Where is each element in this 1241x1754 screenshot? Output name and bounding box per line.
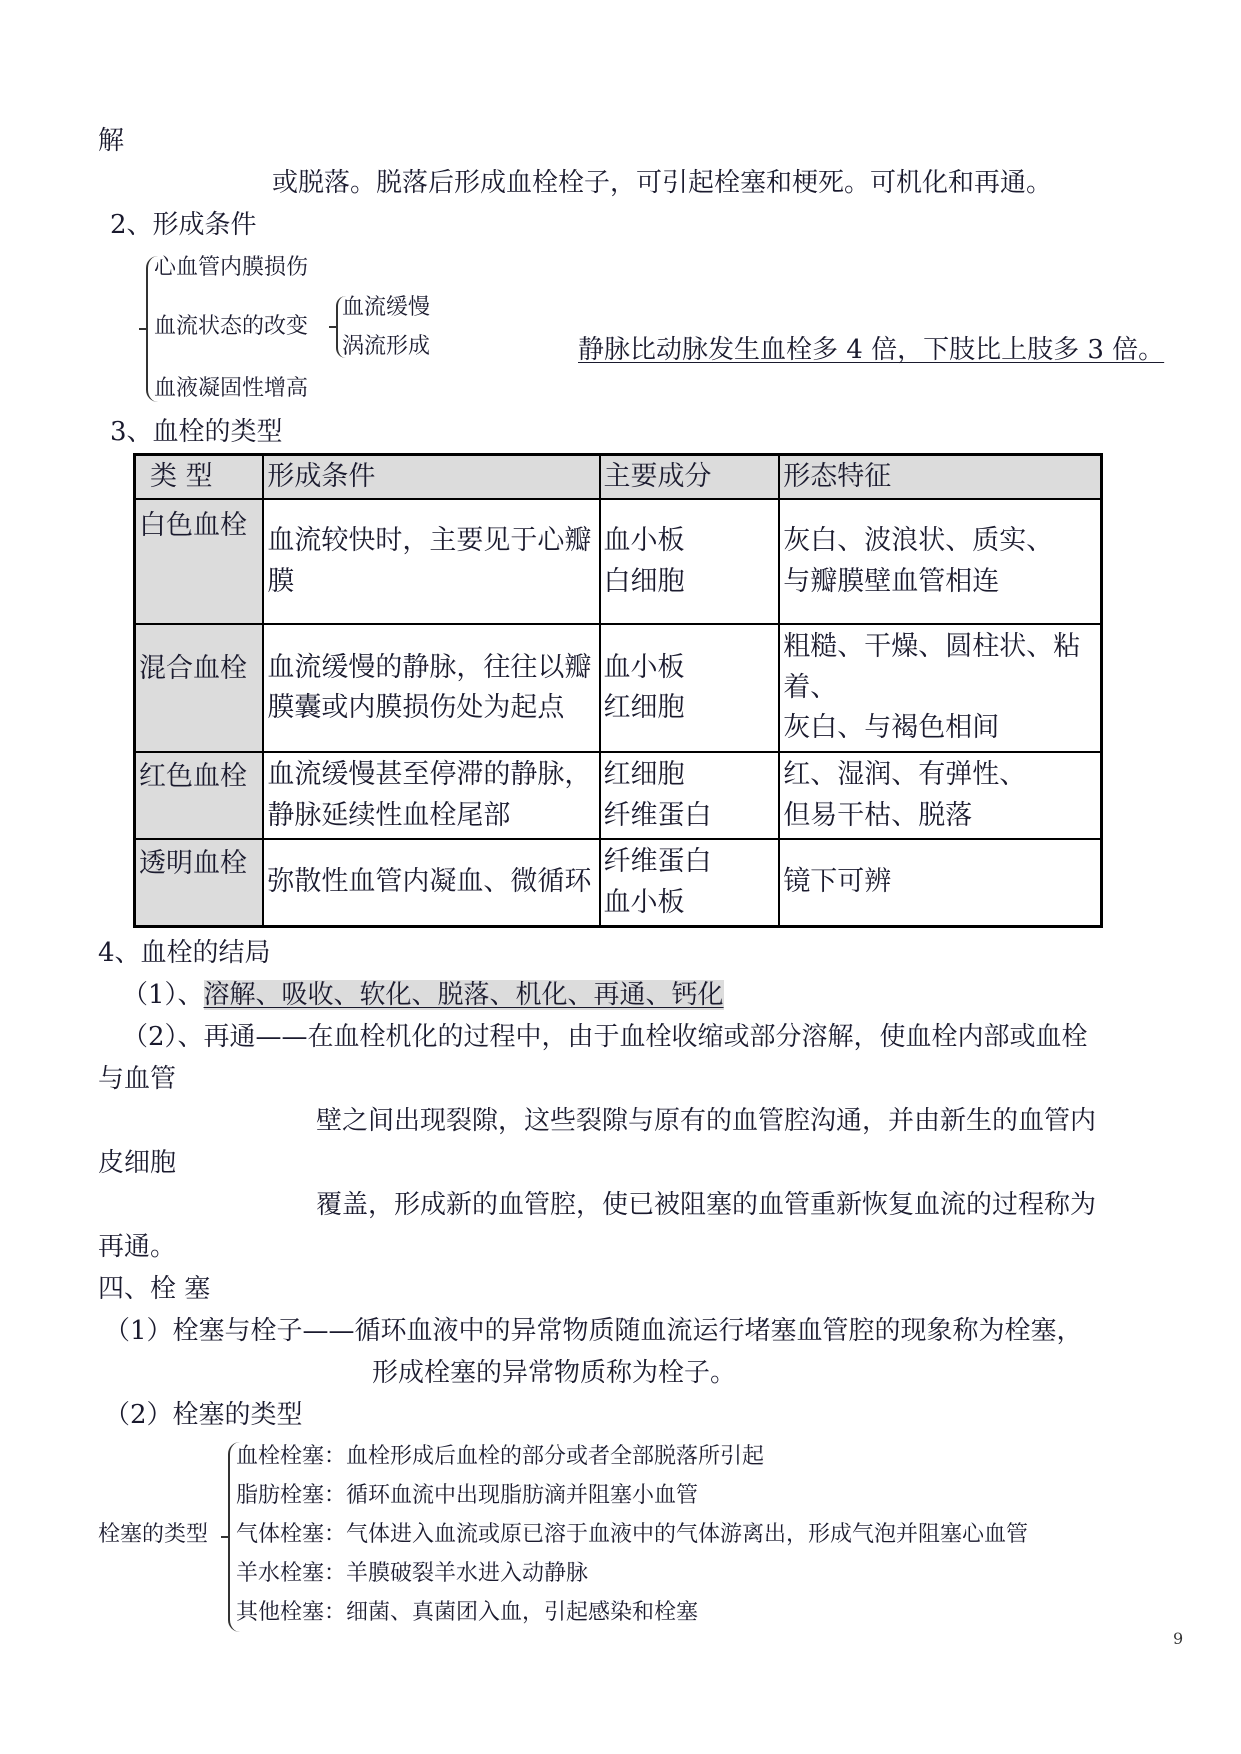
- text-line: 解: [98, 126, 125, 156]
- embolism-type-root: 栓塞的类型: [98, 1522, 209, 1547]
- text-line: （1）栓塞与栓子——循环血液中的异常物质随血流运行堵塞血管腔的现象称为栓塞，: [104, 1316, 1083, 1346]
- page-number: 9: [1173, 1629, 1184, 1648]
- table-cell-morphology: 红、湿润、有弹性、 但易干枯、脱落: [779, 752, 1101, 839]
- section-heading: 4、血栓的结局: [98, 938, 271, 968]
- table-cell-morphology: 镜下可辨: [779, 839, 1101, 927]
- table-header-cell: 形态特征: [779, 455, 1101, 500]
- text-line: （2）、再通——在血栓机化的过程中，由于血栓收缩或部分溶解，使血栓内部或血栓: [122, 1022, 1088, 1052]
- text-line: 壁之间出现裂隙，这些裂隙与原有的血管腔沟通，并由新生的血管内: [316, 1106, 1097, 1136]
- section-heading: 2、形成条件: [110, 210, 257, 240]
- table-header-cell: 主要成分: [600, 455, 780, 500]
- table-cell-component: 血小板 红细胞: [600, 624, 780, 752]
- condition-subitem: 血流缓慢: [342, 295, 431, 320]
- text-line: 形成栓塞的异常物质称为栓子。: [372, 1358, 737, 1388]
- table-cell-condition: 血流较快时，主要见于心瓣膜: [263, 499, 599, 624]
- text-line: （2）栓塞的类型: [104, 1400, 303, 1430]
- thrombus-type-table: [133, 453, 1103, 928]
- note-underlined: 静脉比动脉发生血栓多 4 倍，下肢比上肢多 3 倍。: [578, 335, 1165, 365]
- table-cell-type: 混合血栓: [135, 624, 264, 752]
- table-cell-component: 血小板 白细胞: [600, 499, 780, 624]
- table-cell-type: 红色血栓: [135, 752, 264, 839]
- embolism-type-item: 血栓栓塞：血栓形成后血栓的部分或者全部脱落所引起: [236, 1444, 765, 1469]
- table-row: [135, 752, 1102, 839]
- text-line: 再通。: [98, 1232, 177, 1262]
- table-cell-type: 透明血栓: [135, 839, 264, 927]
- condition-subitem: 涡流形成: [342, 334, 431, 359]
- table-row: [135, 624, 1102, 752]
- outcome-line: [122, 982, 724, 1008]
- table-cell-morphology: 粗糙、干燥、圆柱状、粘着、 灰白、与褐色相间: [779, 624, 1101, 752]
- table-row: [135, 499, 1102, 624]
- embolism-type-item: 其他栓塞：细菌、真菌团入血，引起感染和栓塞: [236, 1600, 699, 1625]
- table-cell-condition: 弥散性血管内凝血、微循环: [263, 839, 599, 927]
- table-cell-component: 纤维蛋白 血小板: [600, 839, 780, 927]
- table-header-cell: 类 型: [135, 455, 264, 500]
- section-heading: 四、栓 塞: [98, 1274, 211, 1304]
- embolism-type-item: 气体栓塞：气体进入血流或原已溶于血液中的气体游离出，形成气泡并阻塞心血管: [236, 1522, 1029, 1547]
- table-cell-component: 红细胞 纤维蛋白: [600, 752, 780, 839]
- text-line: 与血管: [98, 1064, 177, 1094]
- text-line: 皮细胞: [98, 1148, 177, 1178]
- embolism-type-item: 羊水栓塞：羊膜破裂羊水进入动静脉: [236, 1561, 589, 1586]
- table-cell-condition: 血流缓慢的静脉，往往以瓣膜囊或内膜损伤处为起点: [263, 624, 599, 752]
- condition-item: 血液凝固性增高: [154, 376, 309, 401]
- table-header-row: [135, 455, 1102, 500]
- condition-item: 血流状态的改变: [154, 314, 309, 339]
- section-heading: 3、血栓的类型: [110, 417, 283, 447]
- outcome-prefix: （1）、: [122, 980, 204, 1010]
- outcome-highlight: 溶解、吸收、软化、脱落、机化、再通、钙化: [203, 980, 724, 1010]
- table-row: [135, 839, 1102, 927]
- table-cell-morphology: 灰白、波浪状、质实、 与瓣膜壁血管相连: [779, 499, 1101, 624]
- text-line: 或脱落。脱落后形成血栓栓子，可引起栓塞和梗死。可机化和再通。: [272, 168, 1053, 198]
- embolism-type-item: 脂肪栓塞：循环血流中出现脂肪滴并阻塞小血管: [236, 1483, 699, 1508]
- table-header-cell: 形成条件: [263, 455, 599, 500]
- table-cell-condition: 血流缓慢甚至停滞的静脉， 静脉延续性血栓尾部: [263, 752, 599, 839]
- text-line: 覆盖，形成新的血管腔，使已被阻塞的血管重新恢复血流的过程称为: [316, 1190, 1097, 1220]
- table-cell-type: 白色血栓: [135, 499, 264, 624]
- condition-item: 心血管内膜损伤: [154, 255, 309, 280]
